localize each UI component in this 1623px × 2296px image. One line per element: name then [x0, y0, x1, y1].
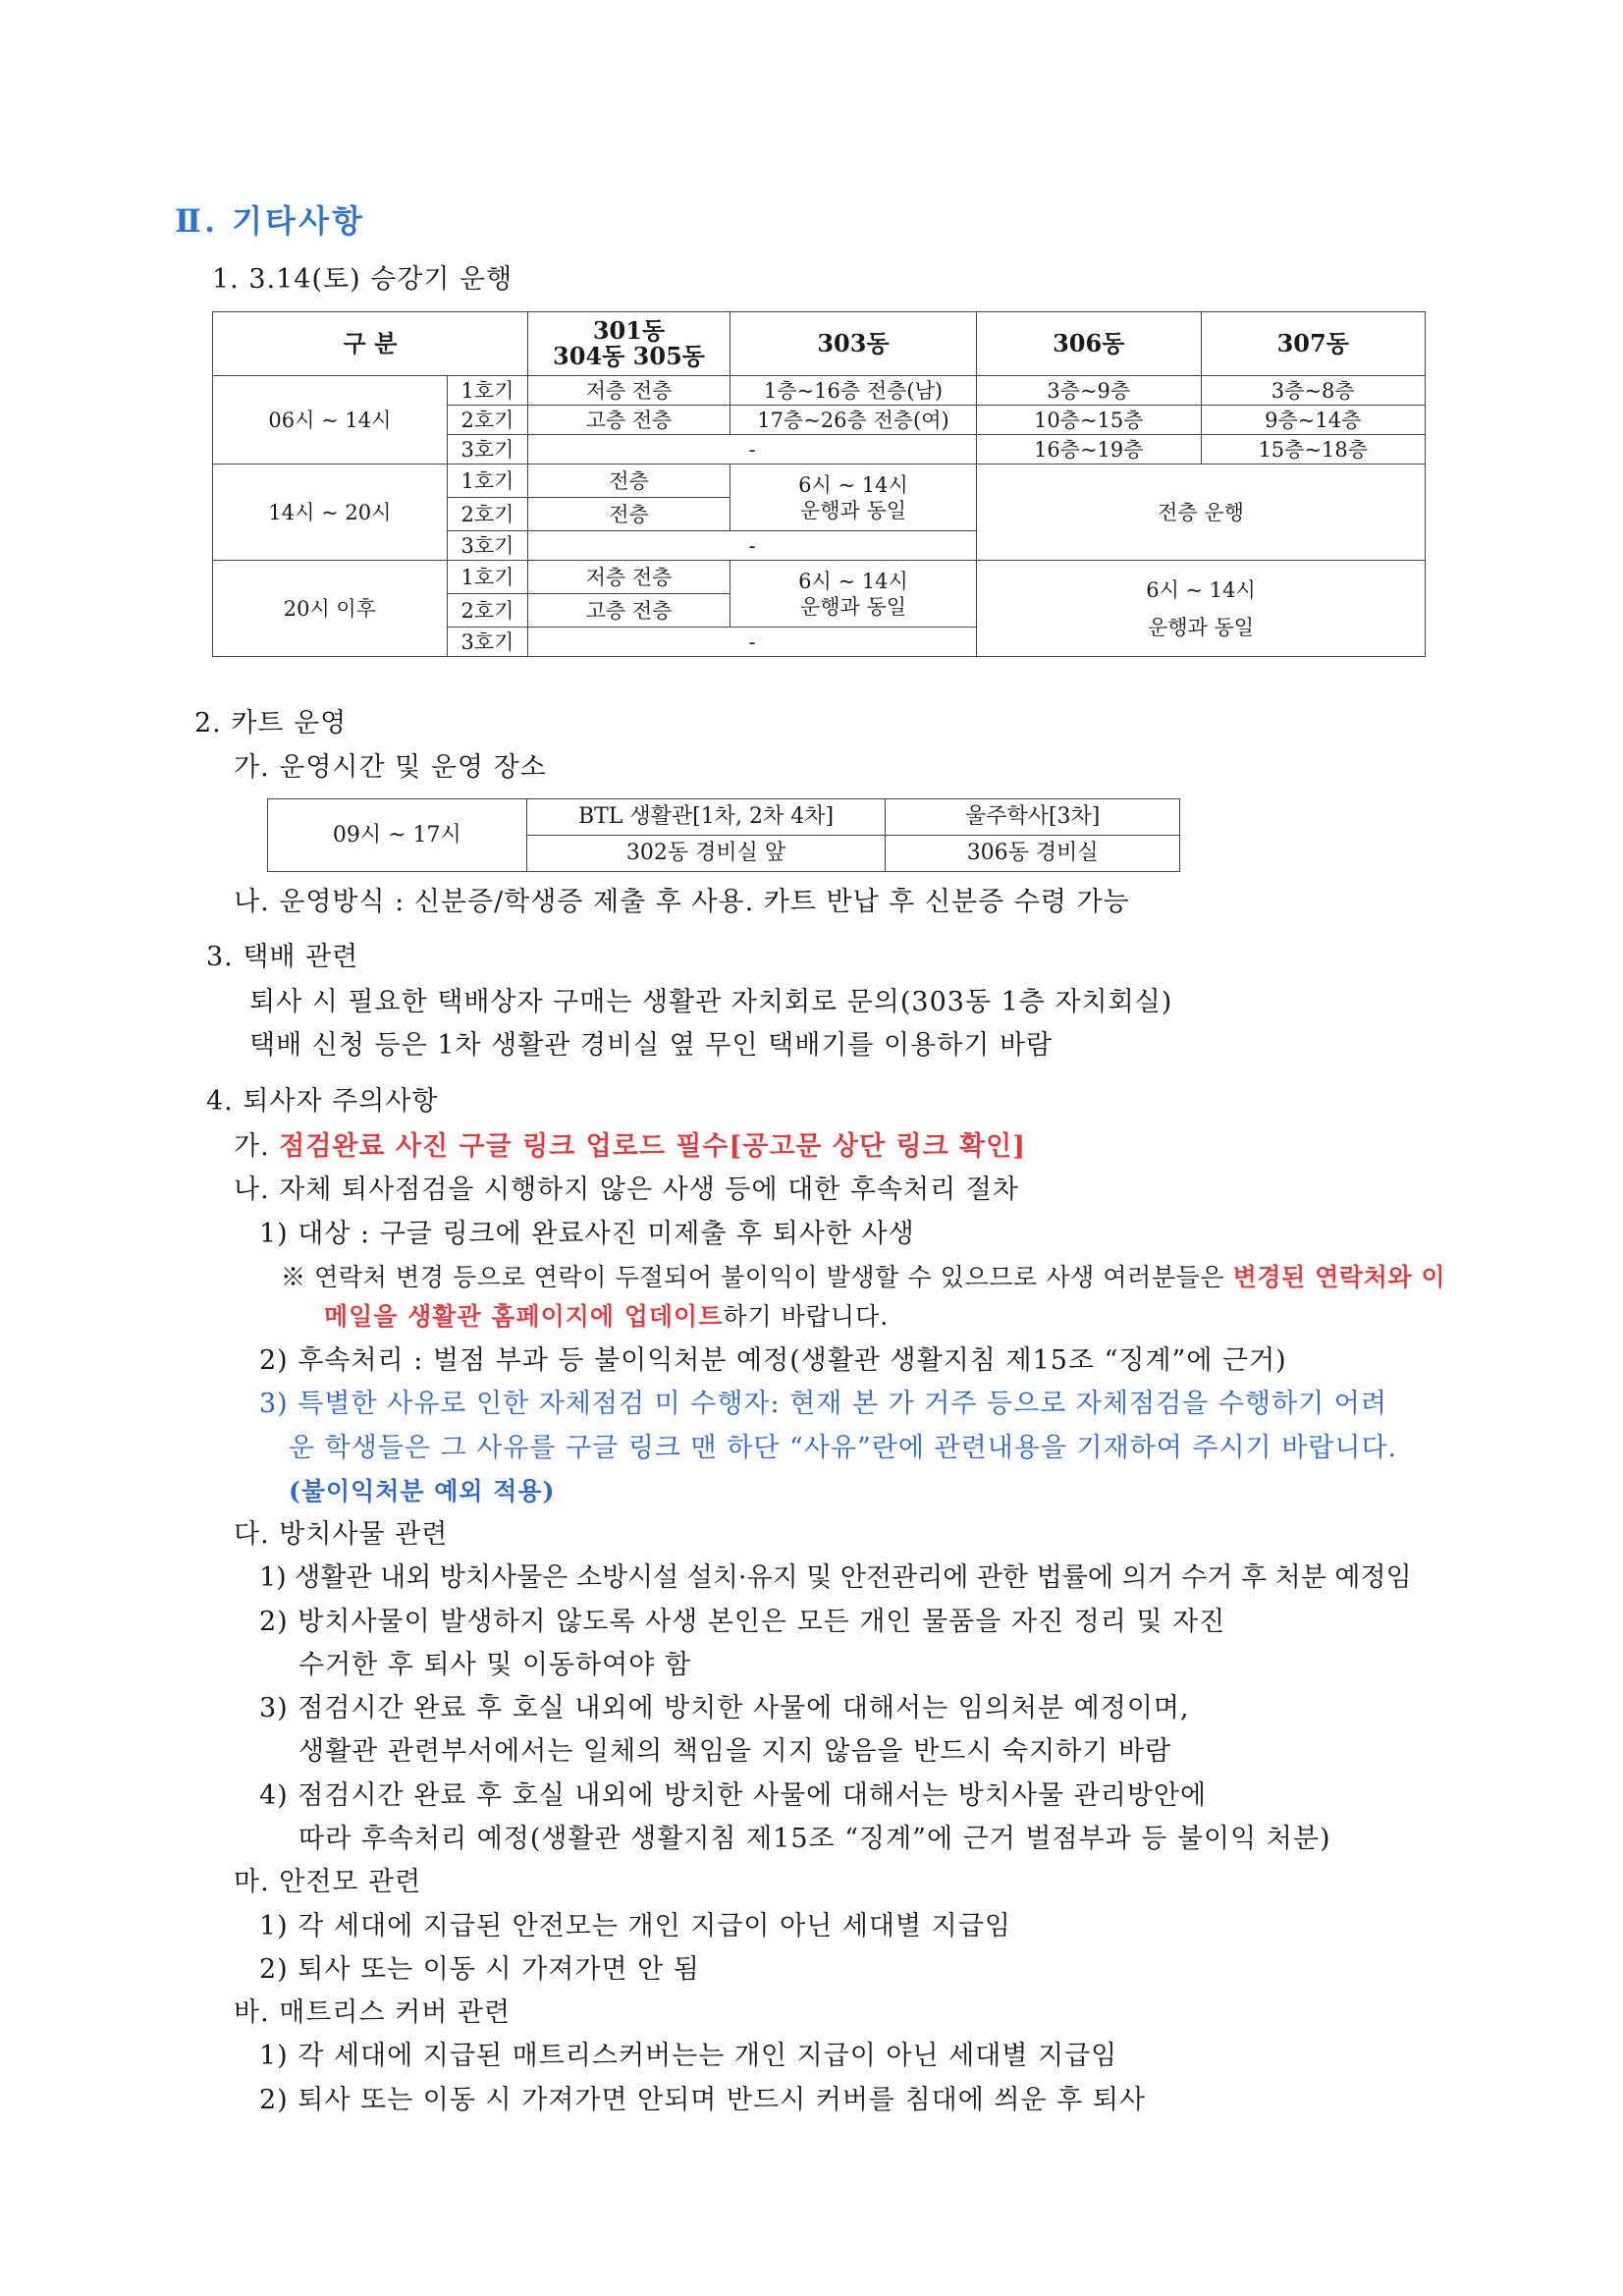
cart-operation-table	[267, 798, 1180, 872]
table-cell: 고층 전층	[528, 406, 730, 435]
item4-da2-line2: 수거한 후 퇴사 및 이동하여야 함	[298, 1650, 691, 1680]
table-cell: 15층~18층	[1201, 435, 1426, 465]
table-cell: 1층~16층 전층(남)	[730, 376, 976, 406]
table-row	[213, 465, 1426, 498]
table-cell: 저층 전층	[528, 561, 730, 594]
car-cell: 1호기	[447, 376, 527, 406]
table-cell: -	[528, 531, 977, 561]
car-cell: 3호기	[447, 435, 527, 465]
elevator-schedule-table	[212, 311, 1426, 657]
table-cell: 6시 ~ 14시 운행과 동일	[730, 561, 976, 628]
car-cell: 3호기	[447, 628, 527, 657]
item4-na3-line1: 3) 특별한 사유로 인한 자체점검 미 수행자: 현재 본 가 거주 등으로 자체점검을 수행하기 어려	[259, 1389, 1387, 1419]
item3-line1: 퇴사 시 필요한 택배상자 구매는 생활관 자치회로 문의(303동 1층 자치회실)	[249, 987, 1173, 1017]
table-cell: 고층 전층	[528, 594, 730, 628]
table-cell: 3층~8층	[1201, 376, 1426, 406]
time-cell: 06시 ~ 14시	[213, 376, 448, 465]
table-cell: 17층~26층 전층(여)	[730, 406, 976, 435]
time-cell: 20시 이후	[213, 561, 448, 657]
item4-da: 다. 방치사물 관련	[234, 1519, 449, 1550]
item1-title: 1. 3.14(토) 승강기 운행	[212, 264, 514, 295]
item4-na: 나. 자체 퇴사점검을 시행하지 않은 사생 등에 대한 후속처리 절차	[234, 1175, 1019, 1205]
table-cell: 9층~14층	[1201, 406, 1426, 435]
table-cell: 저층 전층	[528, 376, 730, 406]
item4-da4-line2: 따라 후속처리 예정(생활관 생활지침 제15조 “징계”에 근거 벌점부과 등 불이익 처분)	[298, 1824, 1331, 1854]
car-cell: 2호기	[447, 406, 527, 435]
header-division: 구 분	[213, 312, 528, 376]
item4-ba: 바. 매트리스 커버 관련	[234, 1997, 512, 2028]
item4-da1: 1) 생활관 내외 방치사물은 소방시설 설치·유지 및 안전관리에 관한 법률에 의거 수거 후 처분 예정임	[259, 1562, 1412, 1593]
item4-ga: 가. 점검완료 사진 구글 링크 업로드 필수[공고문 상단 링크 확인]	[234, 1131, 1026, 1162]
item4-ma1: 1) 각 세대에 지급된 안전모는 개인 지급이 아닌 세대별 지급임	[259, 1911, 1011, 1941]
item3-title: 3. 택배 관련	[206, 942, 359, 972]
item4-da3-line1: 3) 점검시간 완료 후 호실 내외에 방치한 사물에 대해서는 임의처분 예정이며,	[259, 1693, 1190, 1723]
header-303: 303동	[730, 312, 976, 376]
ga-required-text: 점검완료 사진 구글 링크 업로드 필수[공고문 상단 링크 확인]	[279, 1131, 1026, 1162]
item4-na3-line2: 운 학생들은 그 사유를 구글 링크 맨 하단 “사유”란에 관련내용을 기재하여 주시기 바랍니다.	[289, 1433, 1398, 1463]
table-cell: 302동 경비실 앞	[526, 836, 886, 872]
car-cell: 2호기	[447, 498, 527, 531]
section-title: Ⅱ. 기타사항	[175, 202, 365, 240]
item2-title: 2. 카트 운영	[194, 708, 348, 738]
item4-ba2: 2) 퇴사 또는 이동 시 가져가면 안되며 반드시 커버를 침대에 씌운 후 퇴사	[259, 2085, 1146, 2115]
table-row	[213, 376, 1426, 406]
table-cell: 16층~19층	[977, 435, 1201, 465]
item2-sub-a: 가. 운영시간 및 운영 장소	[234, 752, 547, 783]
item4-ma: 마. 안전모 관련	[234, 1867, 422, 1897]
car-cell: 3호기	[447, 531, 527, 561]
item4-note-line2: 메일을 생활관 홈페이지에 업데이트하기 바랍니다.	[324, 1302, 890, 1331]
item3-line2: 택배 신청 등은 1차 생활관 경비실 옆 무인 택배기를 이용하기 바람	[249, 1030, 1054, 1061]
car-cell: 1호기	[447, 561, 527, 594]
table-cell: 전층 운행	[977, 465, 1426, 561]
item4-na3-line3: (불이익처분 예외 적용)	[289, 1477, 556, 1505]
header-301: 301동 304동 305동	[528, 312, 730, 376]
item4-da4-line1: 4) 점검시간 완료 후 호실 내외에 방치한 사물에 대해서는 방치사물 관리방안에	[259, 1780, 1208, 1811]
item4-da2-line1: 2) 방치사물이 발생하지 않도록 사생 본인은 모든 개인 물품을 자진 정리 및 자진	[259, 1607, 1226, 1637]
item4-da3-line2: 생활관 관련부서에서는 일체의 책임을 지지 않음을 반드시 숙지하기 바람	[298, 1736, 1172, 1767]
item2-sub-b: 나. 운영방식 : 신분증/학생증 제출 후 사용. 카트 반납 후 신분증 수령 가능	[234, 887, 1130, 917]
item4-na1: 1) 대상 : 구글 링크에 완료사진 미제출 후 퇴사한 사생	[259, 1219, 915, 1249]
item4-ba1: 1) 각 세대에 지급된 매트리스커버는는 개인 지급이 아닌 세대별 지급임	[259, 2041, 1118, 2071]
table-cell: 전층	[528, 498, 730, 531]
table-cell: 306동 경비실	[886, 836, 1180, 872]
item4-ma2: 2) 퇴사 또는 이동 시 가져가면 안 됨	[259, 1954, 700, 1985]
table-cell: -	[528, 435, 977, 465]
table-cell: 10층~15층	[977, 406, 1201, 435]
table-row	[268, 799, 1180, 836]
car-cell: 2호기	[447, 594, 527, 628]
item4-title: 4. 퇴사자 주의사항	[206, 1086, 439, 1117]
item4-na2: 2) 후속처리 : 벌점 부과 등 불이익처분 예정(생활관 생활지침 제15조 “징계”에 근거)	[259, 1345, 1287, 1376]
cart-time-cell: 09시 ~ 17시	[268, 799, 527, 872]
table-header-row	[213, 312, 1426, 376]
table-cell: 전층	[528, 465, 730, 498]
time-cell: 14시 ~ 20시	[213, 465, 448, 561]
car-cell: 1호기	[447, 465, 527, 498]
table-cell: 3층~9층	[977, 376, 1201, 406]
header-306: 306동	[977, 312, 1201, 376]
table-cell: 울주학사[3차]	[886, 799, 1180, 836]
header-307: 307동	[1201, 312, 1426, 376]
table-cell: 6시 ~ 14시 운행과 동일	[977, 561, 1426, 657]
table-cell: -	[528, 628, 977, 657]
table-cell: 6시 ~ 14시 운행과 동일	[730, 465, 976, 531]
table-cell: BTL 생활관[1차, 2차 4차]	[526, 799, 886, 836]
table-row	[213, 561, 1426, 594]
item4-note-line1: ※ 연락처 변경 등으로 연락이 두절되어 불이익이 발생할 수 있으므로 사생 여러분들은 변경된 연락처와 이	[281, 1263, 1446, 1291]
